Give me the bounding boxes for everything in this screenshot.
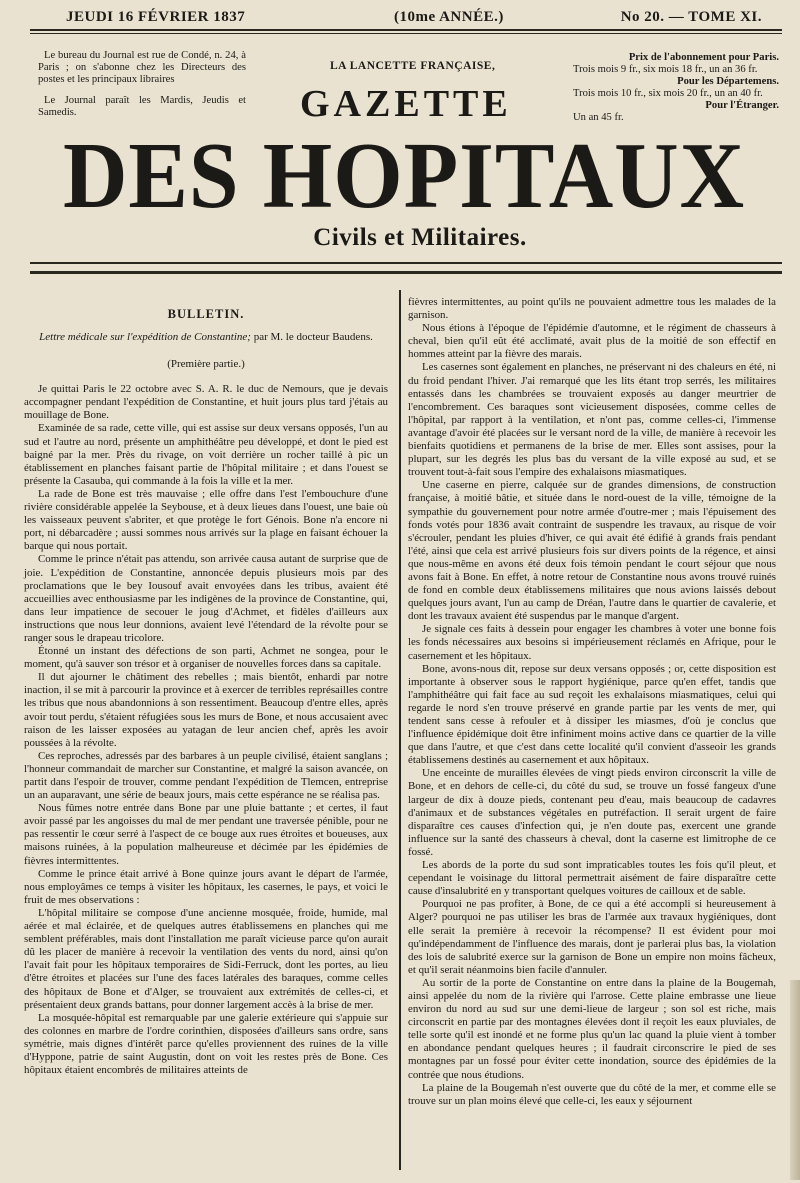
paragraph: Bone, avons-nous dit, repose sur deux versans opposés ; or, cette disposition est importante à observer sous le rapport hygiénique, parce qu'en effet, tandis que l'amphithéâtre qui fait face au sud reçoit les exhalaisons miasmatiques, celui qui regarde le nord s'en trouve préservé en grande partie par les vents de mer, qui tendent sans cesse à refouler et à dissiper les miasmes, d'où je conclus que l'influence épidémique doit être infiniment moins active dans ce quartier de la ville que dans l'autre, et que c'est dans cette localité qu'il convient d'asseoir les grands établissemens destinés au casernement et aux hôpitaux. (408, 662, 776, 767)
section-heading: BULLETIN. (167, 307, 245, 321)
paragraph: Nous fûmes notre entrée dans Bone par une pluie battante ; et certes, il faut avoir passé par les angoisses du mal de mer pendant une traversée pénible, pour ne pas ressentir le cœur serré à l'aspect de ce bouge aux rues étroites et boueuses, aux maisons ruinées, à la population malheureuse et décimée par les épidémies de fièvres intermittentes. (24, 802, 388, 867)
issue-year: (10me ANNÉE.) (394, 9, 504, 25)
issue-date: JEUDI 16 FÉVRIER 1837 (66, 9, 246, 25)
column-divider (399, 290, 401, 1170)
article-column-left (24, 296, 388, 1077)
departements-price: Trois mois 10 fr., six mois 20 fr., un an 40 fr. (573, 88, 763, 99)
paris-heading: Prix de l'abonnement pour Paris. (628, 52, 779, 63)
issue-number: No 20. — TOME XI. (620, 9, 762, 25)
paragraph: Nous étions à l'époque de l'épidémie d'automne, et le régiment de chasseurs à cheval, bien qu'il eût été acclimaté, avait plus de la moitié de son effectif en hommes atteint par la fièvre des marais. (408, 322, 776, 361)
article-column-right (408, 296, 776, 1108)
publication-days: Le Journal paraît les Mardis, Jeudis et Samedis. (38, 95, 246, 118)
paragraph: La plaine de la Bougemah n'est ouverte que du côté de la mer, et comme elle se trouve sur un plan moins élevé que celle-ci, les eaux y séjournent (408, 1081, 776, 1107)
article-author: par M. le docteur Baudens. (253, 331, 373, 344)
gazette-title: GAZETTE (300, 83, 512, 125)
paragraph: Les casernes sont également en planches, ne préservant ni des chaleurs en été, ni du froid pendant l'hiver. J'ai remarqué que les lits étant trop serrés, les militaires entassés dans les chambrées se trouvaient exposés au danger meurtrier de l'encombrement. Ces baraques sont vicieusement disposées, comme celles de l'hôpital, par rapport à la ventilation, et n'ont pas, comme celles-ci, l'immense avantage d'avoir été placées sur le versant nord de la ville, de manière à recevoir les bienfaits quotidiens et permanens de la brise de mer. Elles sont assises, pour la plupart, sur les degrés les plus bas du versant de la ville exposé au sud, et se trouvent tout-à-fait sous l'empire des exhalaisons miasmatiques. (408, 361, 776, 479)
paris-price: Trois mois 9 fr., six mois 18 fr., un an 36 fr. (573, 64, 758, 75)
paragraph: Une enceinte de murailles élevées de vingt pieds environ circonscrit la ville de Bone, et en dehors de celle-ci, du côté du sud, se trouve un fossé fangeux d'une largeur de dix à douze pieds, contenant peu d'eau, mais beaucoup de cadavres d'animaux et de substances végétales en putréfaction. Il serait urgent de faire disparaître ces causes d'infection qui, je n'en doute pas, exercent une grande influence sur la santé des chasseurs à cheval, dont la caserne est limitrophe de ce fossé. (408, 767, 776, 858)
top-rule (30, 29, 782, 31)
subscription-info (38, 50, 246, 128)
dateline (28, 6, 782, 28)
bureau-address: Le bureau du Journal est rue de Condé, n. 24, à Paris ; on s'abonne chez les Directeurs des postes et les principaux libraires (38, 50, 246, 85)
paragraph: Pourquoi ne pas profiter, à Bone, de ce qui a été accompli si heureusement à Alger? pourquoi ne pas utiliser les bras de l'armée aux travaux hygiéniques, dont elle serait la première à recevoir la récompense? Il est évident pour moi qu'indépendamment de l'influence des marais, dont je parlerai plus bas, la violation des lois de salubrité exerce sur la garnison de Bone un empire non moins fâcheux, et qu'il serait néanmoins bien facile d'annuler. (408, 898, 776, 976)
paragraph: Je quittai Paris le 22 octobre avec S. A. R. le duc de Nemours, que je devais accompagner pendant l'expédition de Constantine, et huit jours plus tard j'étais au mouillage de Bone. (24, 383, 388, 422)
subscription-prices (573, 52, 779, 124)
paragraph: Les abords de la porte du sud sont impraticables toutes les fois qu'il pleut, et cependant le voisinage du littoral permettrait aisément de faire disparaître cette cause d'insalubrité en y transportant quelques voitures de cailloux et de sable. (408, 859, 776, 898)
article-part: (Première partie.) (167, 358, 245, 371)
masthead-rule (30, 262, 782, 274)
paragraph: Étonné un instant des défections de son parti, Achmet ne songea, pour le moment, qu'à sauver son trésor et à organiser de nouvelles forces dans sa capitale. (24, 645, 388, 671)
paragraph: Comme le prince était arrivé à Bone quinze jours avant le départ de l'armée, nous employâmes ce temps à visiter les hôpitaux, les casernes, le pays, et voici le fruit de mes observations : (24, 867, 388, 906)
paragraph: La mosquée-hôpital est remarquable par une galerie extérieure qui s'appuie sur des colonnes en marbre de l'ordre corinthien, disposées d'ailleurs sans ordre, sans symétrie, mais dignes d'intérêt parce qu'elles proviennent des ruines de la ville d'Hyppone, patrie de saint Augustin, dont on voit les restes près de Bone. Ces hôpitaux étaient encombrés de militaires atteints de (24, 1011, 388, 1077)
masthead-subtitle: Civils et Militaires. (313, 224, 527, 251)
paragraph: Examinée de sa rade, cette ville, qui est assise sur deux versans opposés, l'un au sud et l'autre au nord, présente un amphithéâtre peu développé, et dont le pied est baigné par la mer. Près du rivage, on voit derrière un rocher taillé à pic un établissement en planches faisant partie de l'hôpital militaire ; et dans l'ouest se présente la Casauba, qui commande à la fois la ville et la mer. (24, 422, 388, 487)
etranger-heading: Pour l'Étranger. (705, 100, 779, 111)
departements-heading: Pour les Départemens. (677, 76, 779, 87)
top-rule-thin (30, 33, 782, 34)
paragraph: L'hôpital militaire se compose d'une ancienne mosquée, froide, humide, mal aérée et mal éclairée, et de quelques autres établissemens en planches qui me semblent préférables, mais dont l'installation me paraît vicieuse parce qu'on aurait dû les placer de manière à recevoir la ventilation des vents du nord, ainsi qu'on l'avait fait pour les hôpitaux temporaires de Sidi-Ferruck, dont les portes, au lieu d'être étroites et placées sur l'une des faces latérales des baraques, comme celles des hôpitaux de Bone et d'Alger, se trouvaient aux extrémités de celles-ci, et présentaient deux grands battans, pour donner largement accès à la brise de mer. (24, 906, 388, 1011)
binding-edge (790, 980, 800, 1180)
masthead-title: DES HOPITAUX (62, 124, 746, 228)
paragraph: Comme le prince n'était pas attendu, son arrivée causa autant de surprise que de joie. L'expédition de Constantine, annoncée depuis plusieurs mois par des proclamations que le bey Iousouf avait envoyées dans les tribus, avaient été accueillies avec enthousiasme par les indigènes de la province de Constantine, qui, dans leur impatience de secouer le joug d'Achmet, et fidèles d'ailleurs aux instructions que nous leur donnions, avaient levé l'étendard de la révolte pour se ranger sous le drapeau tricolore. (24, 553, 388, 644)
paragraph: Il dut ajourner le châtiment des rebelles ; mais bientôt, enhardi par notre inaction, il se mit à parcourir la province et à exercer de terribles représailles contre les tribus que nous abandonnions à son ressentiment. Beaucoup d'entre elles, après avoir tout perdu, s'étaient réfugiées sous les murs de Bone, et nous accusaient avec raison de les laisser exposées au yatagan de leur ancien chef, après les avoir poussées à la révolte. (24, 671, 388, 749)
paragraph: Je signale ces faits à dessein pour engager les chambres à voter une bonne fois les fonds nécessaires aux besoins si impérieusement réclamés en Afrique, pour le casernement et les hôpitaux. (408, 623, 776, 662)
paragraph: Ces reproches, adressés par des barbares à un peuple civilisé, étaient sanglans ; l'honneur commandait de marcher sur Constantine, et malgré la saison avancée, on partit dans l'espoir de trouver, comme pendant l'expédition de Tlemcen, entreprise un an auparavant, une série de beaux jours, mais cette espérance ne se réalisa pas. (24, 749, 388, 802)
lancette-title: LA LANCETTE FRANÇAISE, (330, 60, 496, 72)
article-title-text: Lettre médicale sur l'expédition de Constantine; (39, 331, 251, 344)
article-title (24, 331, 388, 344)
paragraph: fièvres intermittentes, au point qu'ils ne pouvaient admettre tous les malades de la garnison. (408, 296, 776, 322)
paragraph: La rade de Bone est très mauvaise ; elle offre dans l'est l'embouchure d'une rivière considérable appelée la Seybouse, et à deux lieues dans l'ouest, une baie où les vaisseaux peuvent s'abriter, et que protège le fort Génois. Bone n'a encore ni port, ni débarcadère ; aussi sommes nous arrivés sur la plage en faisant échouer la barque qui nous portait. (24, 487, 388, 553)
etranger-price: Un an 45 fr. (573, 112, 624, 123)
paragraph: Une caserne en pierre, calquée sur de grandes dimensions, de construction française, à moitié bâtie, et située dans le nord-ouest de la ville, témoigne de la sympathie du gouvernement pour notre armée d'outre-mer ; mais l'épuisement des fonds votés pour 1836 avait contraint de suspendre les travaux, au risque de voir s'écrouler, pendant les pluies d'hiver, ce qui avait été édifié à grands frais pendant l'été, ainsi que cela est arrivé plusieurs fois sur divers points de la régence, et ainsi que nous-même en avons été deux fois témoin pendant le court séjour que nous avons fait à Bone. En effet, à notre retour de Constantine nous avons trouvé ruinés de fond en comble deux établissemens militaires que nous avions laissés debout quelques jours avant, l'un au camp de Dréan, l'autre dans le quartier de cavalerie, et dont les travaux avaient été suspendus par le manque d'argent. (408, 479, 776, 623)
paragraph: Au sortir de la porte de Constantine on entre dans la plaine de la Bougemah, ainsi appelée du nom de la rivière qui l'arrose. Cette plaine embrasse une lieue environ du nord au sud sur une demi-lieue de largeur ; son sol est riche, mais circonscrit en partie par des montagnes élevées dont il reçoit les eaux pluviales, de telle sorte qu'il est inondé et ne forme plus qu'un lac quand la pluie vient à tomber en abondance pendant quelques heures ; il faudrait circonscrire le pied de ses montagnes par un fossé pour éviter cette inondation, source des épidémies de la contrée que nous étudions. (408, 976, 776, 1081)
